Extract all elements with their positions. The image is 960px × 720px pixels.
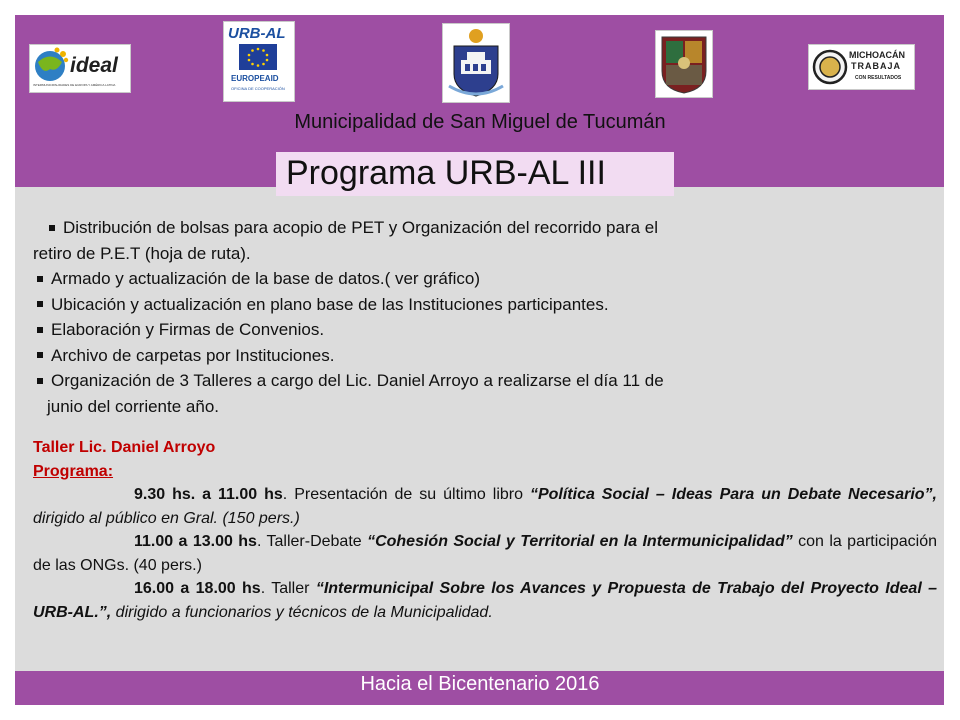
list-item-continuation: [33, 241, 845, 267]
bullet-square-icon: [37, 352, 43, 358]
program-entry: [33, 577, 937, 624]
workshop-subheading: Programa:: [33, 462, 114, 480]
ideal-logo-text: ideal: [70, 54, 118, 77]
program-title: Programa URB-AL III: [286, 154, 606, 192]
ideal-logo-tagline: INTERMUNICIPALIDADES DE EUROPA Y AMÉRICA LATINA: [33, 83, 116, 87]
list-item-text: Archivo de carpetas por Instituciones.: [51, 345, 335, 365]
list-item-text: Organización de 3 Talleres a cargo del Lic. Daniel Arroyo a realizarse el día 11 de: [51, 371, 664, 390]
workshop-heading: Taller Lic. Daniel Arroyo: [33, 439, 216, 456]
program-time: 9.30 hs. a 11.00 hs: [134, 486, 283, 503]
bullet-square-icon: [37, 327, 43, 333]
urbal-logo-text: URB-AL: [228, 25, 286, 42]
list-item-text: Ubicación y actualización en plano base de las Instituciones participantes.: [51, 294, 609, 314]
urbal-logo: [223, 21, 295, 102]
list-item: [33, 343, 845, 369]
bullet-square-icon: [49, 225, 55, 231]
workshop-program: [33, 436, 937, 624]
list-item: [33, 266, 845, 292]
bullet-square-icon: [37, 301, 43, 307]
list-item: [33, 368, 845, 394]
list-item-text: junio del corriente año.: [47, 396, 220, 416]
program-text: . Taller: [260, 580, 316, 597]
michoacan-trabaja-logo: [808, 44, 915, 90]
list-item: [33, 215, 845, 241]
program-text: . Taller-Debate: [256, 533, 368, 550]
list-item-text: Elaboración y Firmas de Convenios.: [51, 320, 325, 339]
list-item-text: Armado y actualización de la base de datos.( ver gráfico): [51, 269, 481, 288]
tucuman-shield-icon: [443, 24, 509, 102]
program-text-italic: dirigido al público en Gral. (150 pers.): [33, 509, 300, 527]
list-item: [33, 292, 845, 318]
list-item: [33, 317, 845, 343]
program-title-text: “Política Social – Ideas Para un Debate Necesario”,: [529, 486, 937, 503]
trabaja-text: TRABAJA: [851, 61, 902, 71]
michoacan-coat-of-arms: [655, 30, 713, 98]
program-time: 16.00 a 18.00 hs: [134, 580, 261, 597]
activities-list: [33, 215, 845, 419]
europeaid-text: EUROPEAID: [231, 74, 279, 83]
tucuman-coat-of-arms: [442, 23, 510, 103]
program-title-text: “Intermunicipal Sobre los Avances y Propuesta de Trabajo del Proyecto Ideal – URB-AL.”,: [33, 580, 938, 621]
program-title-text: “Cohesión Social y Territorial en la Intermunicipalidad”: [367, 533, 793, 550]
program-text-italic: dirigido a funcionarios y técnicos de la Municipalidad.: [111, 603, 493, 621]
municipality-name: Municipalidad de San Miguel de Tucumán: [294, 111, 666, 133]
seal-icon: [810, 45, 850, 89]
list-item-text: Distribución de bolsas para acopio de PET y Organización del recorrido para el: [63, 218, 659, 237]
program-time: 11.00 a 13.00 hs: [134, 533, 257, 550]
program-text: con la participación de las ONGs. (40 pers.): [33, 533, 938, 574]
ideal-logo: [29, 44, 131, 93]
bullet-square-icon: [37, 378, 43, 384]
list-item-text: retiro de P.E.T (hoja de ruta).: [33, 243, 251, 263]
michoacan-text: MICHOACÁN: [849, 50, 905, 60]
list-item-continuation: [33, 394, 845, 420]
program-title-box: [276, 152, 674, 196]
europeaid-office-text: OFICINA DE COOPERACIÓN: [231, 86, 285, 91]
michoacan-shield-icon: [656, 31, 712, 97]
bullet-square-icon: [37, 276, 43, 282]
program-text: . Presentación de su último libro: [282, 486, 530, 503]
program-entry: [33, 530, 937, 577]
footer-text: Hacia el Bicentenario 2016: [360, 673, 600, 695]
program-entry: [33, 483, 937, 530]
con-resultados-text: CON RESULTADOS: [855, 75, 902, 81]
